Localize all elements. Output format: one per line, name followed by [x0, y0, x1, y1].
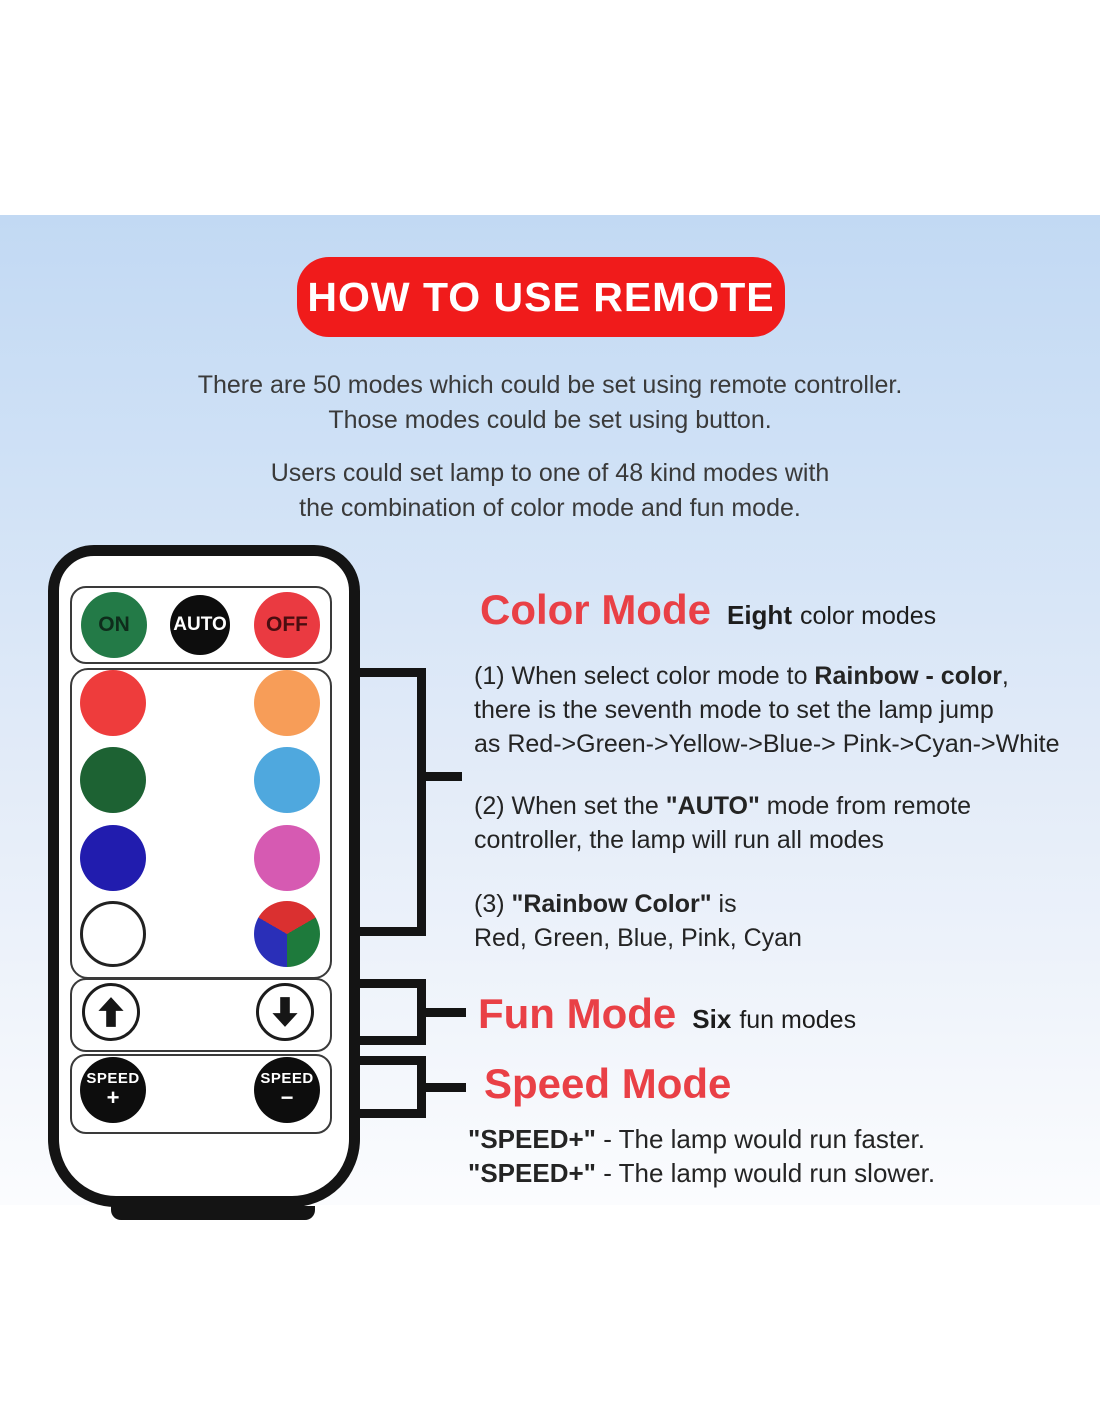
off-button: [254, 592, 320, 658]
speed-note-1-bold: "SPEED+": [468, 1124, 596, 1154]
fun-mode-heading-row: [478, 990, 856, 1038]
page-title: HOW TO USE REMOTE: [307, 273, 775, 320]
color-button-orange: [254, 670, 320, 736]
note-1-line-1: [474, 659, 1084, 693]
color-mode-connector-line: [424, 772, 462, 781]
speed-note-2-rest: - The lamp would run slower.: [595, 1158, 936, 1188]
down-arrow-icon: [271, 996, 299, 1028]
note-3-pre: (3): [474, 890, 512, 918]
intro-line-1: There are 50 modes which could be set using remote controller.: [197, 371, 903, 399]
color-button-green: [80, 747, 146, 813]
fun-mode-count-rest: fun modes: [739, 1006, 857, 1034]
speed-note-1-rest: - The lamp would run faster.: [595, 1124, 925, 1154]
plus-sign: +: [106, 1085, 120, 1110]
speed-mode-notes: [468, 1122, 1078, 1190]
speed-note-2-bold: "SPEED+": [468, 1158, 596, 1188]
fun-mode-title: Fun Mode: [478, 990, 677, 1037]
color-mode-note-2: [474, 789, 1084, 857]
color-mode-count: [727, 600, 936, 631]
color-button-pink: [254, 825, 320, 891]
color-button-rainbow: [254, 901, 320, 967]
minus-sign: −: [280, 1085, 294, 1110]
mode-up-button: [82, 983, 140, 1041]
on-button: [81, 592, 147, 658]
fun-mode-connector-line: [424, 1008, 466, 1017]
speed-mode-bracket: [350, 1056, 426, 1118]
color-button-red: [80, 670, 146, 736]
note-1-post: ,: [1001, 662, 1009, 690]
title-banner: [297, 257, 785, 337]
on-button-label: ON: [98, 613, 130, 636]
fun-mode-bracket: [350, 979, 426, 1045]
color-mode-count-number: Eight: [726, 600, 792, 630]
note-1-line-3: as Red->Green->Yellow->Blue-> Pink->Cyan->White: [474, 730, 1060, 758]
auto-button-label: AUTO: [173, 614, 227, 635]
note-3-line-2: Red, Green, Blue, Pink, Cyan: [474, 924, 802, 952]
speed-minus-label: SPEED: [260, 1070, 314, 1087]
color-mode-note-1: [474, 659, 1084, 761]
color-mode-title: Color Mode: [480, 586, 711, 633]
note-3-bold: "Rainbow Color": [511, 890, 712, 918]
intro-line-2: Those modes could be set using button.: [328, 406, 772, 434]
speed-note-1: [468, 1122, 1078, 1156]
speed-mode-heading-row: [484, 1060, 731, 1108]
note-2-bold: "AUTO": [665, 792, 760, 820]
intro-line-3: Users could set lamp to one of 48 kind modes with: [270, 459, 830, 487]
fun-mode-count-number: Six: [692, 1004, 732, 1034]
auto-button: [170, 595, 230, 655]
speed-mode-title: Speed Mode: [484, 1060, 732, 1107]
note-3-line-1: [474, 887, 1084, 921]
intro-paragraph-2: [0, 456, 1100, 526]
speed-note-2: [468, 1156, 1078, 1190]
speed-mode-connector-line: [424, 1083, 466, 1092]
note-2-line-1: [474, 789, 1084, 823]
intro-line-4: the combination of color mode and fun mode.: [299, 494, 801, 522]
mode-down-button: [256, 983, 314, 1041]
note-3-post: is: [711, 890, 737, 918]
up-arrow-icon: [97, 996, 125, 1028]
note-1-bold: Rainbow - color: [814, 662, 1002, 690]
note-1-line-2: there is the seventh mode to set the lamp jump: [474, 696, 994, 724]
note-2-line-2: controller, the lamp will run all modes: [474, 826, 884, 854]
color-mode-bracket: [350, 668, 426, 936]
remote-control: [48, 545, 360, 1207]
color-mode-heading-row: [480, 586, 936, 634]
color-button-sky-blue: [254, 747, 320, 813]
speed-plus-label: SPEED: [86, 1070, 140, 1087]
note-1-pre: (1) When select color mode to: [474, 662, 815, 690]
color-mode-note-3: [474, 887, 1084, 955]
remote-bottom-tab: [111, 1206, 315, 1220]
speed-plus-button: [80, 1057, 146, 1123]
color-button-dark-blue: [80, 825, 146, 891]
color-mode-count-rest: color modes: [799, 602, 937, 630]
note-2-post: mode from remote: [759, 792, 972, 820]
fun-mode-count: [692, 1004, 856, 1035]
speed-minus-button: [254, 1057, 320, 1123]
intro-paragraph-1: [0, 368, 1100, 438]
color-button-white: [80, 901, 146, 967]
note-2-pre: (2) When set the: [474, 792, 666, 820]
off-button-label: OFF: [266, 613, 308, 636]
